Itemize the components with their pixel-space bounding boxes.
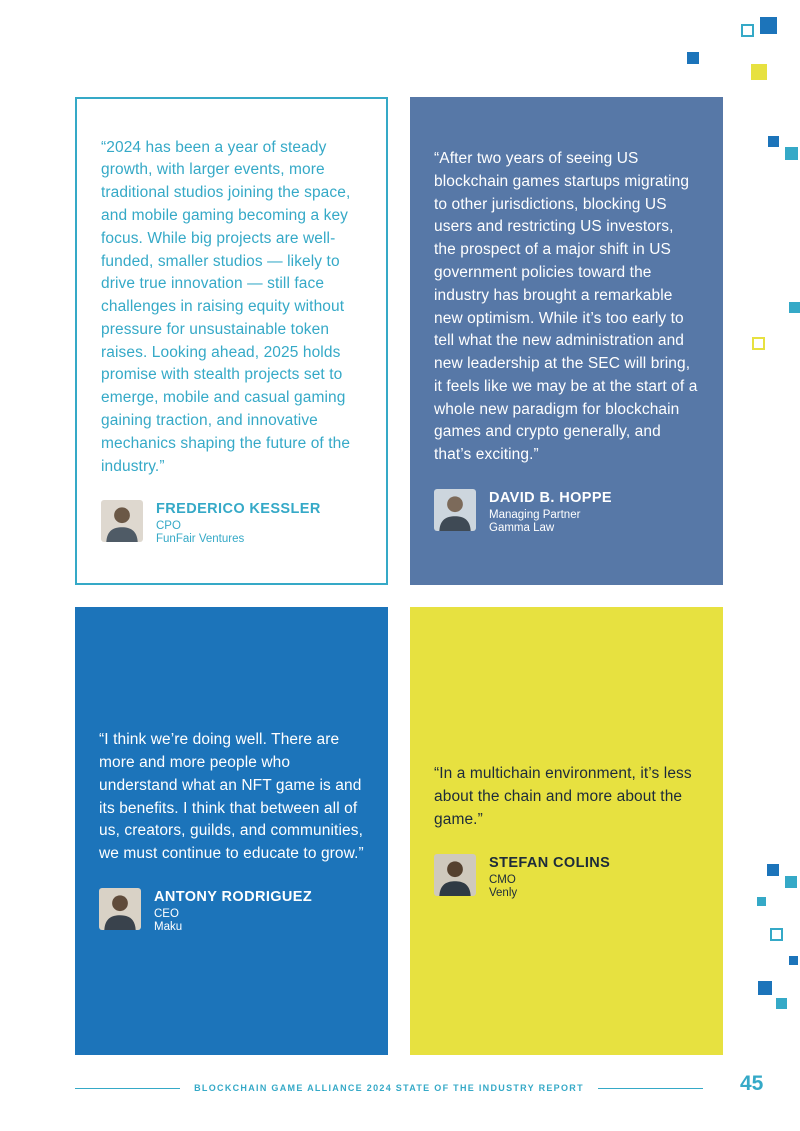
decorative-square xyxy=(741,24,754,37)
quote-card-frederico-kessler xyxy=(75,97,388,585)
decorative-square xyxy=(760,17,777,34)
author-meta xyxy=(156,500,321,545)
decorative-square xyxy=(770,928,783,941)
author-name: DAVID B. HOPPE xyxy=(489,489,612,506)
decorative-square xyxy=(789,956,798,965)
author-meta xyxy=(489,489,612,534)
avatar-antony-rodriguez xyxy=(99,888,141,930)
footer-rule-left xyxy=(75,1088,180,1089)
decorative-square xyxy=(687,52,699,64)
quote-text: “After two years of seeing US blockchain games startups migrating to other jurisdictions, blocking US users and restricting US investors, the prospect of a major shift in US government policies toward the industry has brought a remarkable new optimism. While it’s too early to tell what the new administration and new leadership at the SEC will bring, it feels like we may be at the start of a whole new paradigm for blockchain games and crypto generally, and that’s exciting.” xyxy=(434,150,698,464)
author-block xyxy=(434,854,699,899)
avatar-frederico-kessler xyxy=(101,500,143,542)
author-name: FREDERICO KESSLER xyxy=(156,501,321,518)
avatar-stefan-colins xyxy=(434,854,476,896)
author-title: CMO xyxy=(489,873,516,886)
page-number: 45 xyxy=(740,1072,764,1095)
quote-text: “I think we’re doing well. There are more and more people who understand what an NFT game is and its benefits. I think that between all of us, creators, guilds, and communities, we must continue to educate to grow.” xyxy=(99,731,364,863)
quote-card-david-hoppe xyxy=(410,97,723,585)
quote-text: “2024 has been a year of steady growth, with larger events, more traditional studios joining the space, and mobile gaming becoming a key focus. While big projects are well-funded, smaller studios — likely to drive true innovation — still face challenges in raising equity without pressure for unsustainable token raises. Looking ahead, 2025 holds promise with stealth projects set to emerge, mobile and casual gaming gaining traction, and innovative mechanics shaping the future of the industry.” xyxy=(101,138,351,475)
author-meta xyxy=(154,888,312,933)
decorative-square xyxy=(776,998,787,1009)
author-company: FunFair Ventures xyxy=(156,533,245,546)
page-footer xyxy=(75,1083,703,1093)
author-name: ANTONY RODRIGUEZ xyxy=(154,888,313,905)
quote-text: “In a multichain environment, it’s less about the chain and more about the game.” xyxy=(434,765,692,828)
footer-rule-right xyxy=(598,1088,703,1089)
author-title: Managing Partner xyxy=(489,508,581,521)
quote-card-stefan-colins xyxy=(410,607,723,1055)
decorative-square xyxy=(767,864,779,876)
footer-report-title: BLOCKCHAIN GAME ALLIANCE 2024 STATE OF THE INDUSTRY REPORT xyxy=(194,1083,584,1093)
author-block xyxy=(434,489,699,534)
author-company: Gamma Law xyxy=(489,521,555,534)
decorative-square xyxy=(785,876,797,888)
decorative-square xyxy=(758,981,772,995)
decorative-square xyxy=(757,897,766,906)
author-title: CPO xyxy=(156,520,181,533)
author-name: STEFAN COLINS xyxy=(489,854,611,871)
author-block xyxy=(101,500,362,545)
author-company: Venly xyxy=(489,886,518,899)
decorative-square xyxy=(768,136,779,147)
author-meta xyxy=(489,854,610,899)
avatar-david-hoppe xyxy=(434,489,476,531)
author-title: CEO xyxy=(154,907,179,920)
author-block xyxy=(99,888,364,933)
decorative-square xyxy=(752,337,765,350)
quote-card-antony-rodriguez xyxy=(75,607,388,1055)
decorative-square xyxy=(785,147,798,160)
decorative-square xyxy=(789,302,800,313)
decorative-square xyxy=(751,64,767,80)
author-company: Maku xyxy=(154,920,183,933)
